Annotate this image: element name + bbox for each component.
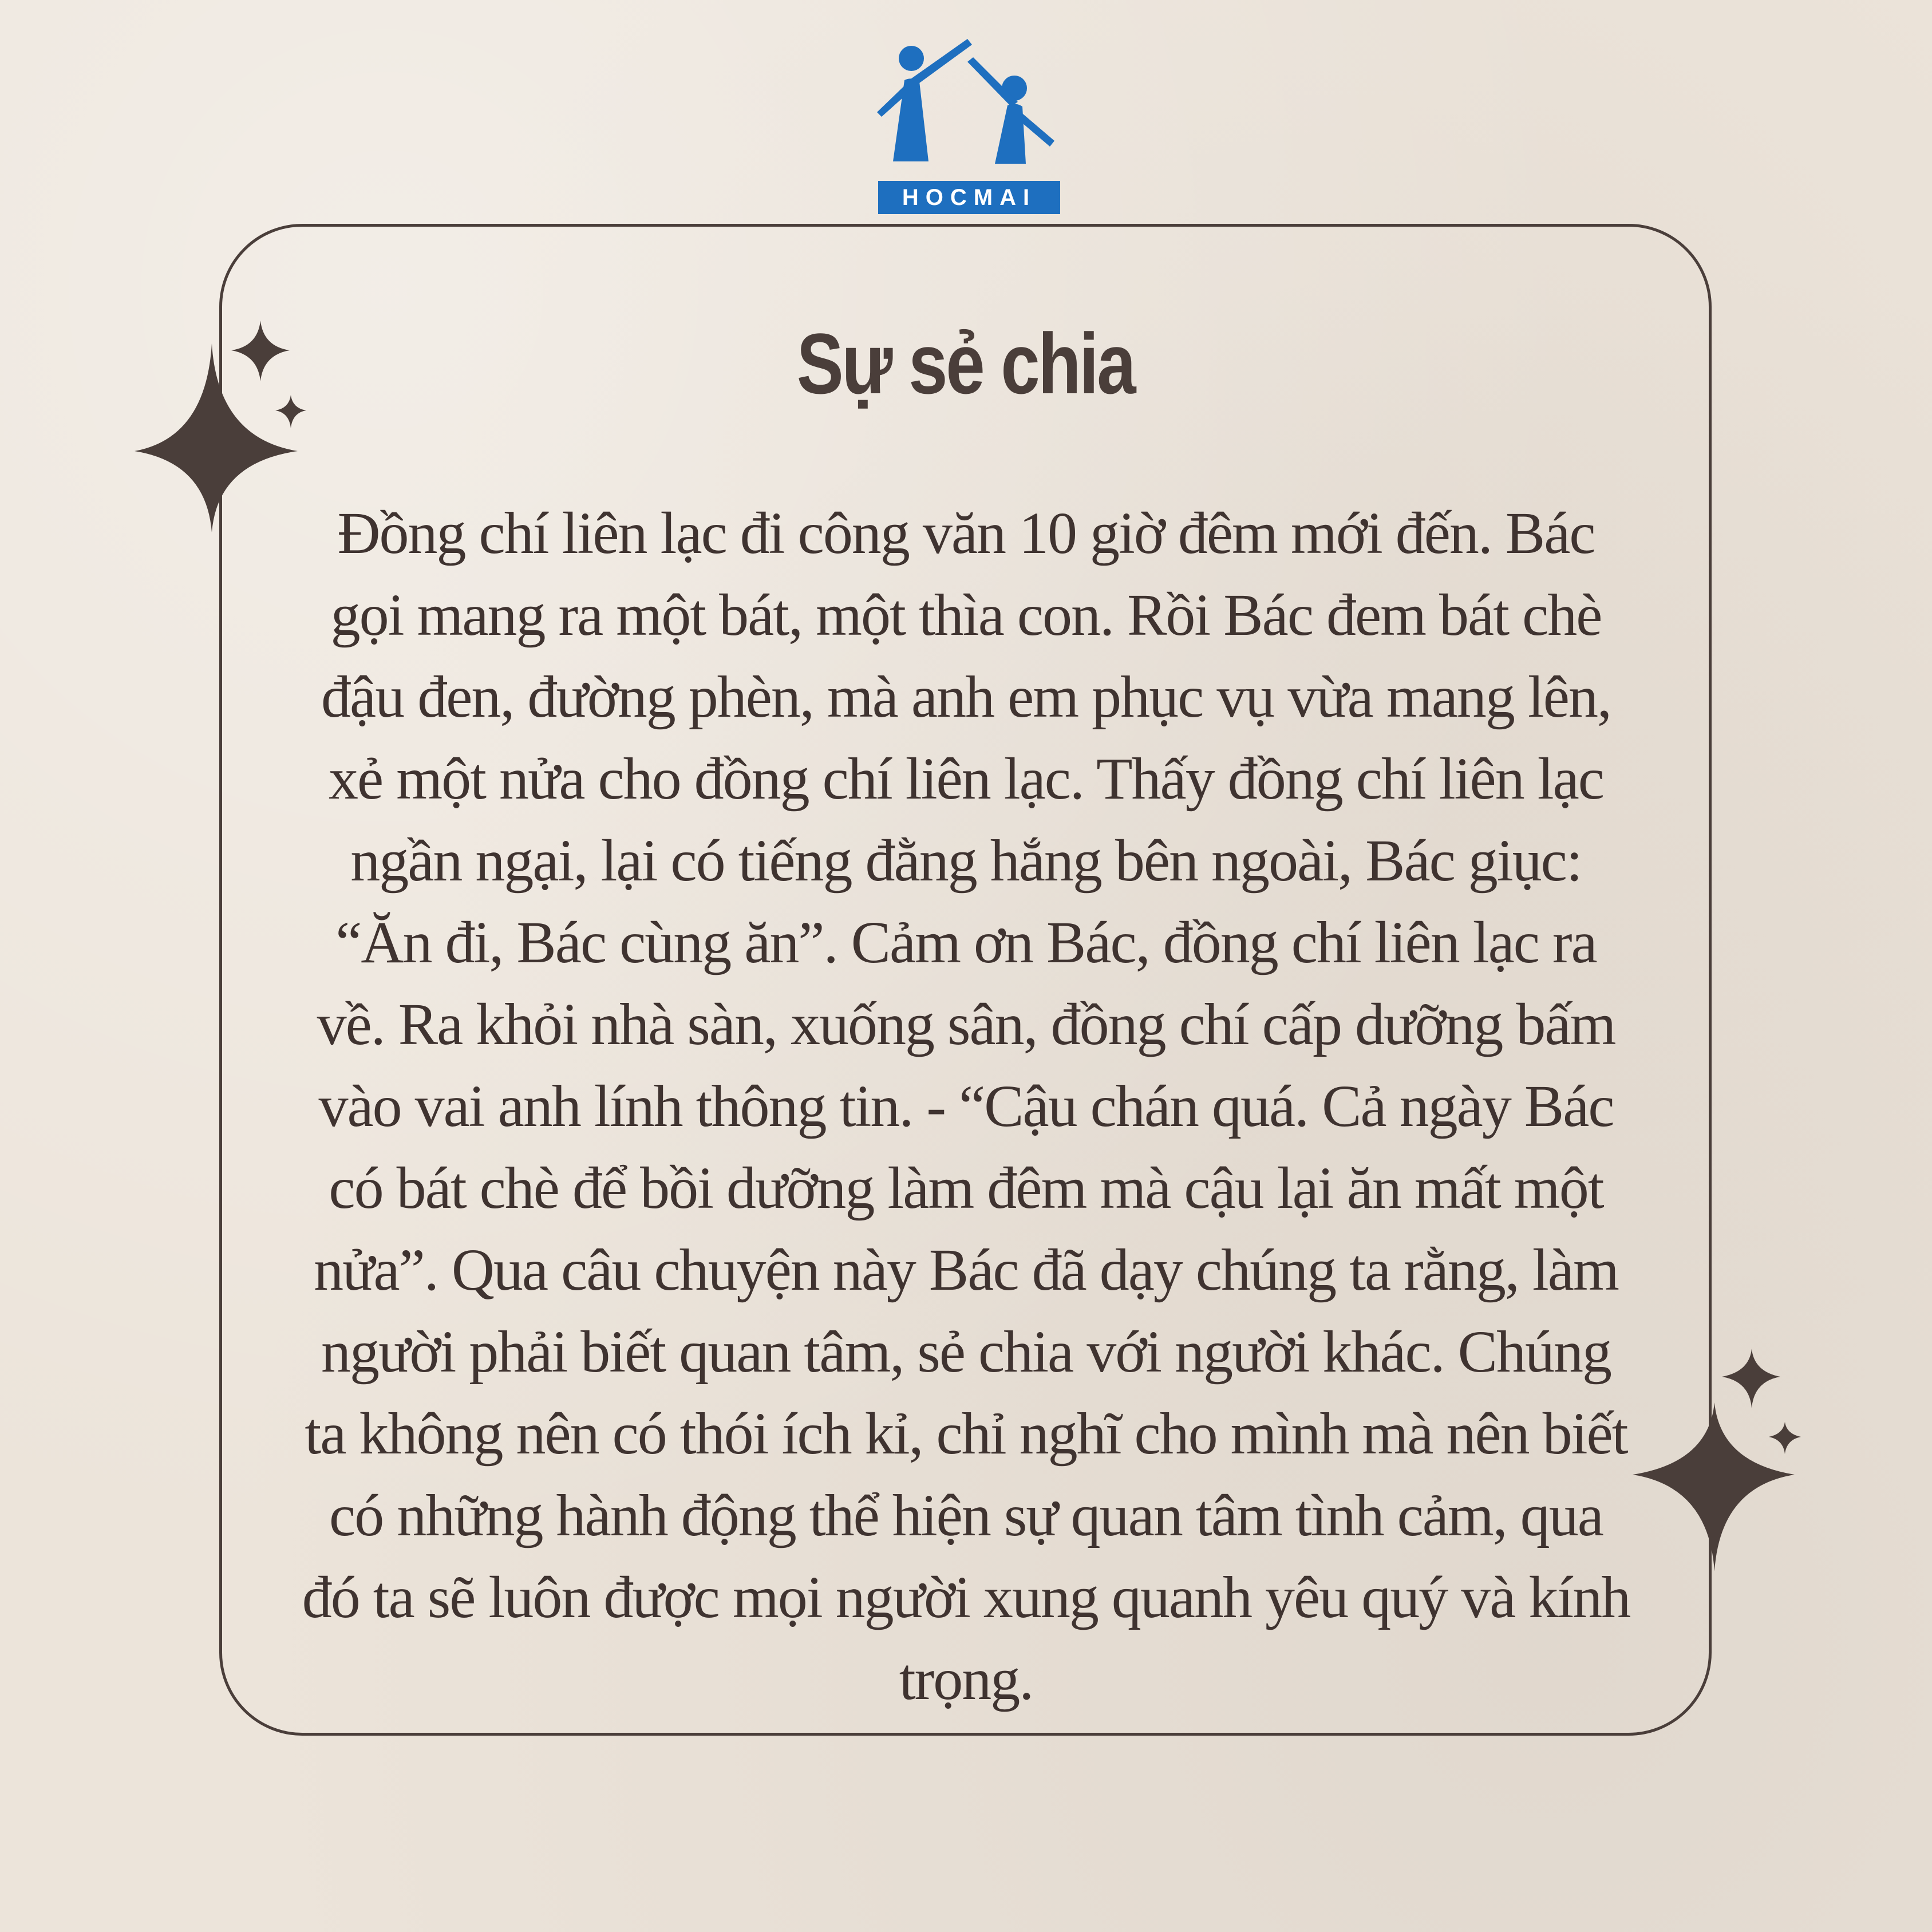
hocmai-logo — [876, 35, 1061, 218]
logo-text: HOCMAI — [902, 185, 1037, 210]
sparkle-icon — [1769, 1422, 1801, 1454]
sparkle-icon — [1722, 1349, 1780, 1408]
card-title: Sự sẻ chia — [796, 315, 1135, 412]
card-body-text: Đồng chí liên lạc đi công văn 10 giờ đêm mới đến. Bác gọi mang ra một bát, một thìa con. Rồi Bác đem bát chè đậu đen, đường phèn, mà anh em phục vụ vừa mang lên, xẻ một nửa cho đồng chí liên lạc. Thấy đồng chí liên lạc ngần ngại, lại có tiếng đằng hắng bên ngoài, Bác giục: “Ăn đi, Bác cùng ăn”. Cảm ơn Bác, đồng chí liên lạc ra về. Ra khỏi nhà sàn, xuống sân, đồng chí cấp dưỡng bấm vào vai anh lính thông tin. - “Cậu chán quá. Cả ngày Bác có bát chè để bồi dưỡng làm đêm mà cậu lại ăn mất một nửa”. Qua câu chuyện này Bác đã dạy chúng ta rằng, làm người phải biết quan tâm, sẻ chia với người khác. Chúng ta không nên có thói ích kỉ, chỉ nghĩ cho mình mà nên biết có những hành động thể hiện sự quan tâm tình cảm, qua đó ta sẽ luôn được mọi người xung quanh yêu quý và kính trọng. — [302, 500, 1630, 1712]
